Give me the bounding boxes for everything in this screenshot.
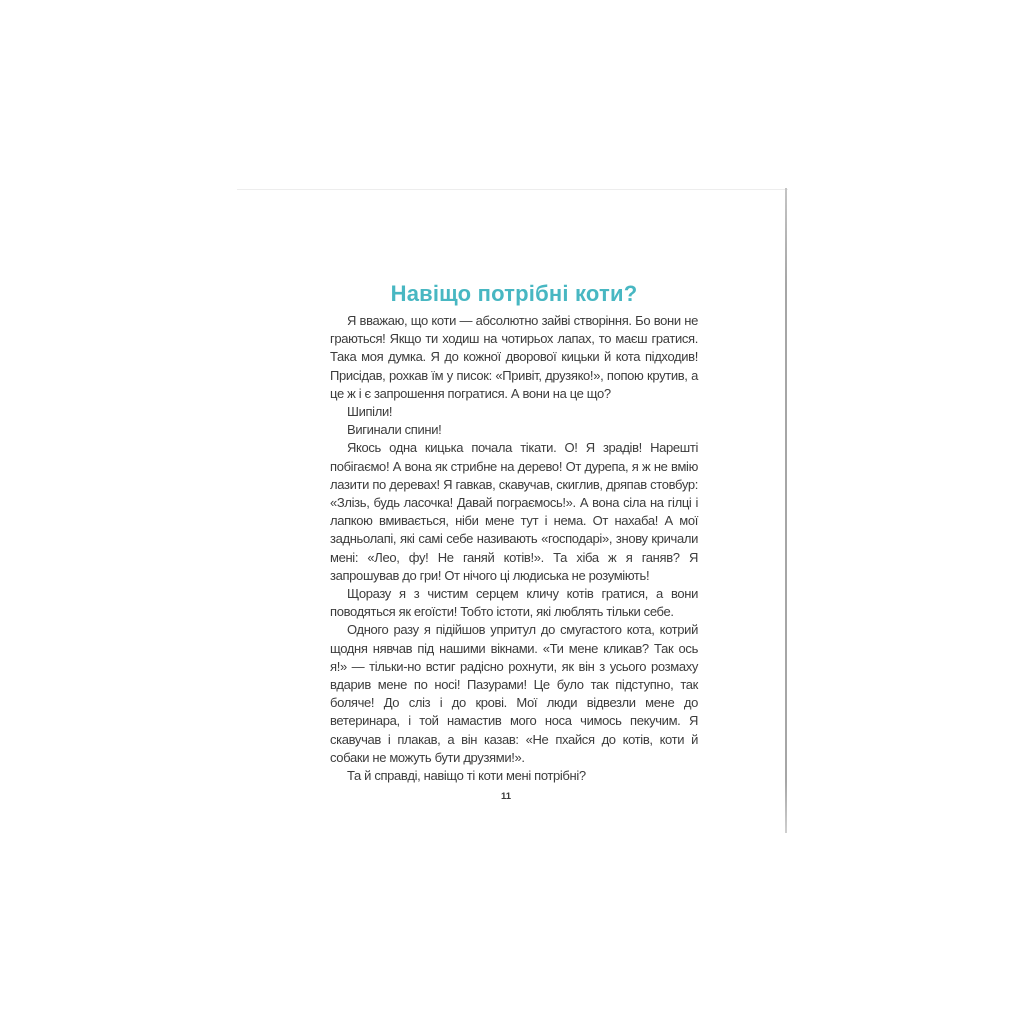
page-number: 11 xyxy=(500,791,512,802)
story-paragraph: Та й справді, навіщо ті коти мені потрібні? xyxy=(347,768,586,784)
story-paragraph: Одного разу я підійшов упритул до смугастого кота, котрий щодня нявчав під нашими вікнами. «Ти мене кликав? Так ось я!» — тільки-но встиг радісно рохнути, як він з усього розмаху вдарив мене по носі! Пазурами! Це було так підступно, так боляче! До сліз і до крові. Мої люди відвезли мене до ветеринара, і той намастив мого носа чимось пекучим. Я скавучав і плакав, а він казав: «Не пхайся до котів, коти й собаки не можуть бути друзями!». xyxy=(330,622,698,765)
story-paragraph: Шипіли! xyxy=(347,404,393,420)
header-rule xyxy=(237,189,788,190)
story-paragraph: Вигинали спини! xyxy=(347,422,442,438)
story-paragraph: Я вважаю, що коти — абсолютно зайві створіння. Бо вони не граються! Якщо ти ходиш на чотирьох лапах, то маєш гратися. Така моя думка. Я до кожної дворової кицьки й кота підходив! Присідав, рохкав їм у писок: «Привіт, друзяко!», попою крутив, а це ж і є запрошення погратися. А вони на це що? xyxy=(330,313,698,401)
story-paragraph: Якось одна кицька почала тікати. О! Я зрадів! Нарешті побігаємо! А вона як стрибне на дерево! От дурепа, я ж не вмію лазити по деревах! Я гавкав, скавучав, скиглив, дряпав стовбур: «Злізь, будь ласочка! Давай пограємось!». А вона сіла на гілці і лапкою вмивається, ніби мене тут і нема. От нахаба! А мої задньолапі, які самі себе називають «господарі», знову кричали мені: «Лео, фу! Не ганяй котів!». Та хіба ж я ганяв? Я запрошував до гри! От нічого ці людиська не розуміють! xyxy=(330,440,698,583)
chapter-title: Навіщо потрібні коти? xyxy=(390,280,638,306)
page-edge-line xyxy=(785,188,787,833)
story-paragraph: Щоразу я з чистим серцем кличу котів гратися, а вони поводяться як егоїсти! Тобто істоти, які люблять тільки себе. xyxy=(330,586,698,620)
story-text xyxy=(330,312,698,785)
